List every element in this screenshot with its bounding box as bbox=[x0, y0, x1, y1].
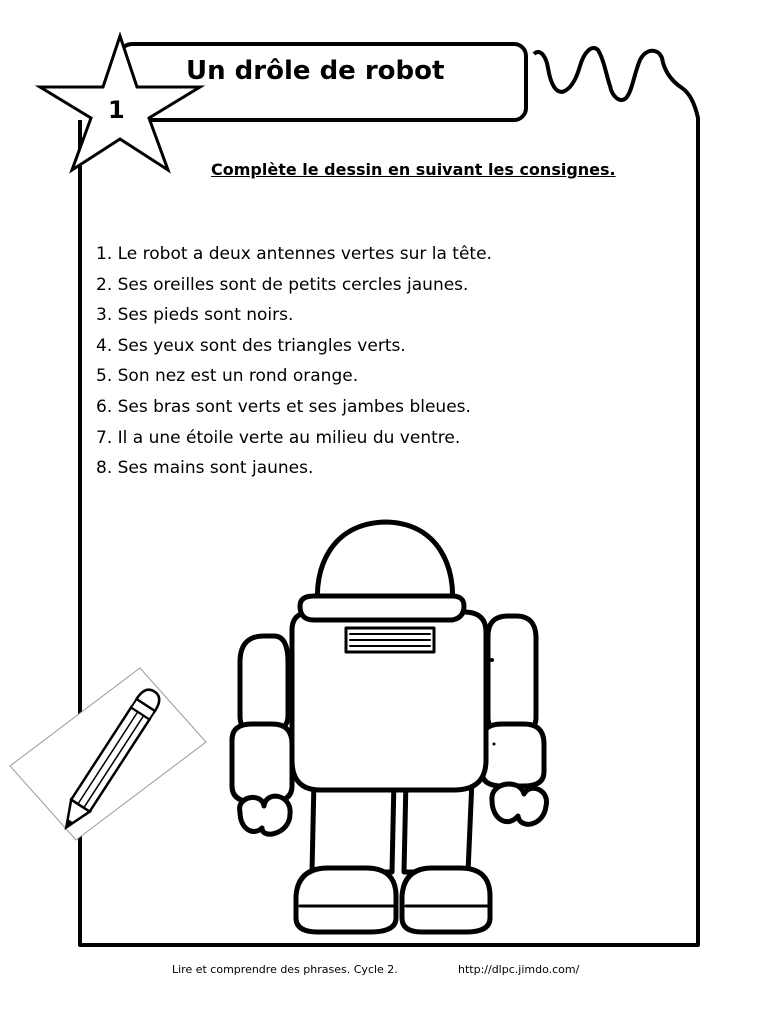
robot-head bbox=[317, 522, 452, 606]
instruction-item: 8. Ses mains sont jaunes. bbox=[96, 458, 314, 479]
robot-right-lower-arm bbox=[482, 724, 544, 786]
robot-right-leg bbox=[404, 780, 472, 872]
robot-right-foot bbox=[402, 868, 490, 932]
instruction-item: 3. Ses pieds sont noirs. bbox=[96, 305, 294, 326]
footer-url: http://dlpc.jimdo.com/ bbox=[458, 963, 580, 976]
pencil-icon bbox=[10, 668, 206, 840]
footer-source: Lire et comprendre des phrases. Cycle 2. bbox=[172, 963, 398, 976]
instruction-item: 5. Son nez est un rond orange. bbox=[96, 366, 359, 387]
subtitle: Complète le dessin en suivant les consignes. bbox=[211, 160, 616, 179]
robot-collar bbox=[300, 596, 464, 620]
robot-left-hand bbox=[240, 796, 291, 834]
robot-left-lower-arm bbox=[232, 724, 292, 802]
instruction-item: 1. Le robot a deux antennes vertes sur la tête. bbox=[96, 244, 492, 264]
instruction-list bbox=[96, 240, 492, 485]
instruction-item: 6. Ses bras sont verts et ses jambes bleues. bbox=[96, 396, 471, 417]
robot-left-upper-arm bbox=[240, 636, 288, 730]
star-number: 1 bbox=[108, 96, 125, 124]
page-title: Un drôle de robot bbox=[186, 56, 445, 86]
instruction-item: 4. Ses yeux sont des triangles verts. bbox=[96, 335, 406, 356]
robot-drawing bbox=[232, 522, 547, 932]
instruction-item: 2. Ses oreilles sont de petits cercles jaunes. bbox=[96, 274, 469, 295]
robot-left-leg bbox=[312, 780, 394, 872]
robot-right-upper-arm bbox=[488, 616, 536, 732]
robot-left-foot bbox=[296, 868, 396, 932]
robot-right-hand bbox=[492, 784, 547, 824]
instruction-item: 7. Il a une étoile verte au milieu du ventre. bbox=[96, 427, 461, 448]
